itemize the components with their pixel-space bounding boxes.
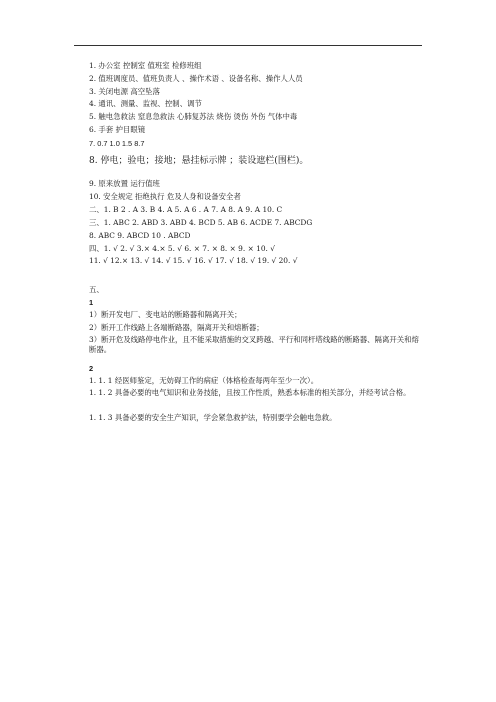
answer-line-4: 4. 通讯、测量、监视、控制、调节: [89, 99, 202, 108]
answer-section-4-cont: 11. √ 12.× 13. √ 14. √ 15. √ 16. √ 17. √ 18. √ 19. √ 20. √: [89, 256, 298, 265]
group-2-item-1: 1. 1. 1 经医师鉴定，无妨碍工作的病症（体格检查每两年至少一次）。: [89, 376, 319, 385]
answer-section-4: 四、1. √ 2. √ 3.× 4.× 5. √ 6. × 7. × 8. × 9. × 10. √: [89, 244, 275, 253]
answer-section-3: 三、1. ABC 2. ABD 3. ABD 4. BCD 5. AB 6. ACDE 7. ABCDG: [89, 218, 313, 227]
answer-line-2: 2. 值班调度员、值班负责人 、操作术语 、设备名称、操作人人员: [89, 74, 303, 83]
answer-line-7: 7. 0.7 1.0 1.5 8.7: [89, 139, 145, 148]
answer-section-2: 二、1. B 2 . A 3. B 4. A 5. A 6 . A 7. A 8. A 9. A 10. C: [89, 205, 283, 214]
group-1-item-2: 2）断开工作线路上各端断路器，隔离开关和熔断器；: [89, 323, 264, 332]
answer-line-3: 3. 关闭电源 高空坠落: [89, 87, 160, 96]
group-1-item-1: 1）断开发电厂、变电站的断路器和隔离开关；: [89, 310, 242, 319]
answer-line-9: 9. 原来放置 运行值班: [89, 179, 160, 188]
group-2-item-3: 1. 1. 3 具备必要的安全生产知识，学会紧急救护法，特别要学会触电急救。: [89, 413, 337, 422]
group-2-number: 2: [89, 364, 94, 373]
answer-line-1: 1. 办公室 控制室 值班室 检修班组: [89, 61, 202, 70]
group-1-item-3: 3）断开危及线路停电作业，且不能采取措施的交叉跨越、平行和同杆塔线路的断路器、隔离开关和熔断器。: [89, 335, 419, 354]
answer-line-6: 6. 手套 护目眼镜: [89, 125, 146, 134]
section-5-heading: 五、: [89, 285, 104, 294]
answer-section-3-cont: 8. ABC 9. ABCD 10 . ABCD: [89, 231, 191, 240]
answer-line-8: 8. 停电；验电；接地；悬挂标示牌 ；装设遮栏(围栏)。: [89, 156, 309, 166]
group-1-number: 1: [89, 298, 94, 307]
answer-line-5: 5. 触电急救法 窒息急救法 心肺复苏法 烧伤 烫伤 外伤 气体中毒: [89, 112, 298, 121]
answer-line-10: 10. 安全规定 拒绝执行 危及人身和设备安全者: [89, 192, 241, 201]
group-2-item-2: 1. 1. 2 具备必要的电气知识和业务技能，且按工作性质，熟悉本标准的相关部分，并经考试合格。: [89, 388, 411, 397]
header-rule: [74, 45, 422, 46]
